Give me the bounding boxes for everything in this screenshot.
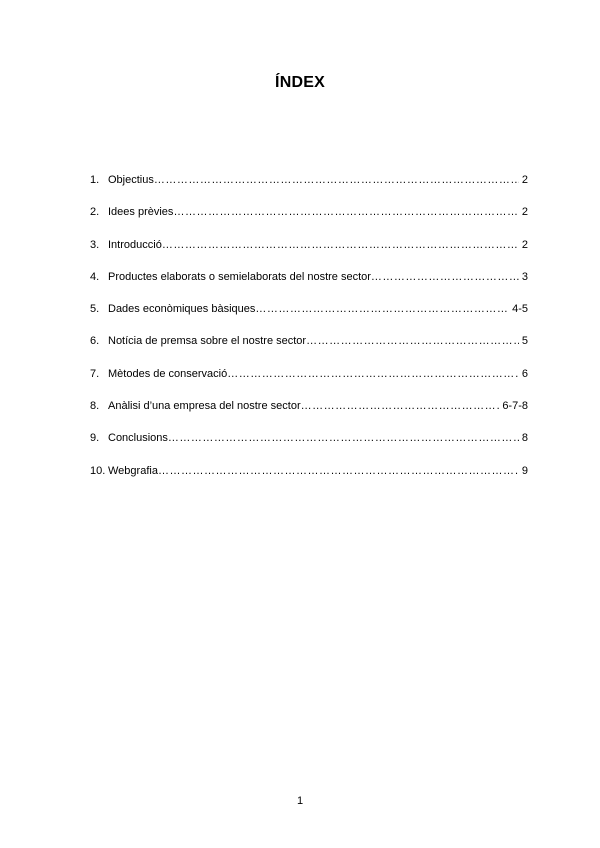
page-title: ÍNDEX	[275, 74, 325, 91]
toc-entry[interactable]	[90, 465, 528, 497]
toc-entry-title: Idees prèvies	[108, 206, 174, 219]
toc-entry[interactable]	[90, 432, 528, 464]
toc-entry-title: Dades econòmiques bàsiques	[108, 303, 256, 316]
toc-entry-page: 4-5	[512, 303, 528, 316]
toc-entry-number: 8.	[90, 400, 100, 413]
toc-entry[interactable]	[90, 400, 528, 432]
toc-entry-page: 2	[521, 174, 528, 186]
page-number: 1	[296, 795, 304, 807]
toc-entry-page: 3	[521, 270, 528, 283]
toc-leader-dots	[255, 303, 509, 315]
toc-leader-dots	[173, 206, 518, 218]
toc-entry-title: Objectius	[108, 174, 154, 186]
toc-entry-number: 6.	[90, 335, 100, 348]
toc-entry-number: 2.	[90, 206, 100, 219]
toc-entry-title: Webgrafia	[108, 464, 158, 477]
toc-entry-title: Conclusions	[108, 432, 168, 445]
toc-leader-dots	[371, 271, 519, 283]
toc-entry[interactable]	[90, 335, 528, 367]
toc-entry-number: 4.	[90, 270, 100, 283]
toc-entry-page: 6	[521, 367, 528, 380]
table-of-contents	[90, 174, 528, 497]
toc-leader-dots	[158, 465, 519, 477]
toc-entry-title: Introducció	[108, 238, 162, 251]
toc-entry-number: 10.	[90, 464, 106, 477]
toc-entry-page: 5	[521, 335, 528, 348]
toc-entry-number: 3.	[90, 238, 100, 251]
toc-entry-page: 2	[521, 238, 528, 251]
toc-leader-dots	[306, 335, 519, 347]
toc-entry[interactable]	[90, 174, 528, 206]
toc-entry-number: 9.	[90, 432, 100, 445]
toc-leader-dots	[301, 400, 500, 412]
toc-leader-dots	[162, 239, 519, 251]
toc-entry[interactable]	[90, 271, 528, 303]
toc-entry-number: 5.	[90, 303, 100, 316]
toc-entry-page: 2	[521, 206, 528, 219]
toc-entry[interactable]	[90, 206, 528, 238]
toc-entry-number: 7.	[90, 367, 100, 380]
toc-entry-page: 8	[521, 432, 528, 445]
toc-entry-page: 9	[521, 464, 528, 477]
toc-entry[interactable]	[90, 303, 528, 335]
toc-entry[interactable]	[90, 368, 528, 400]
toc-entry-number: 1.	[90, 174, 100, 186]
toc-entry-title: Mètodes de conservació	[108, 367, 228, 380]
toc-leader-dots	[154, 174, 519, 186]
toc-entry-title: Productes elaborats o semielaborats del nostre sector	[108, 270, 371, 283]
toc-leader-dots	[168, 432, 519, 444]
toc-entry-page: 6-7-8	[502, 400, 528, 413]
toc-entry[interactable]	[90, 239, 528, 271]
toc-entry-title: Notícia de premsa sobre el nostre sector	[108, 335, 307, 348]
toc-entry-title: Anàlisi d’una empresa del nostre sector	[108, 400, 301, 413]
toc-leader-dots	[227, 368, 519, 380]
